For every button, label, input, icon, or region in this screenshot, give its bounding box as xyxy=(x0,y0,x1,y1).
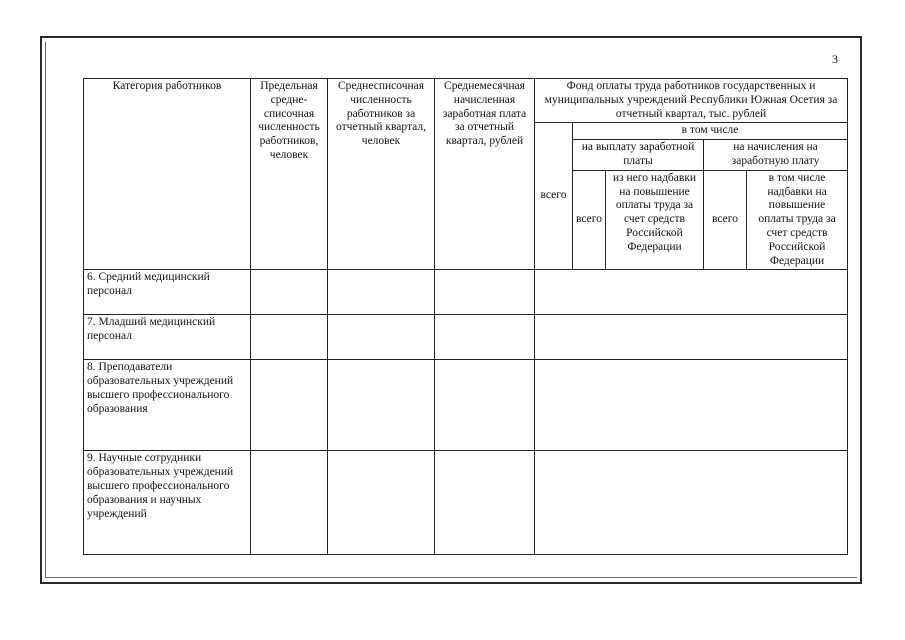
header-category: Категория работников xyxy=(84,79,251,270)
header-avg-salary: Среднемесячная начисленная заработная плата за отчетный квартал, рублей xyxy=(435,79,535,270)
table-cell xyxy=(251,360,328,451)
header-including: в том числе xyxy=(573,123,848,140)
table-cell xyxy=(535,270,848,315)
row-label: 6. Средний медицинский персонал xyxy=(84,270,251,315)
header-salary-bonus: из него надбавки на повышение оплаты труда за счет средств Российской Федерации xyxy=(606,170,704,270)
table-cell xyxy=(535,451,848,555)
row-label: 9. Научные сотрудники образовательных учреждений высшего профессионального образования и научных учреждений xyxy=(84,451,251,555)
table-cell xyxy=(535,360,848,451)
header-fund-total: всего xyxy=(535,123,573,270)
table-row xyxy=(84,360,848,451)
table-cell xyxy=(251,270,328,315)
table-cell xyxy=(251,315,328,360)
table-cell xyxy=(435,360,535,451)
header-accruals-bonus: в том числе надбавки на повышение оплаты труда за счет средств Российской Федерации xyxy=(747,170,848,270)
row-label: 8. Преподаватели образовательных учреждений высшего профессионального образования xyxy=(84,360,251,451)
table-cell xyxy=(328,360,435,451)
table-cell xyxy=(328,315,435,360)
table-cell xyxy=(435,315,535,360)
row-label: 7. Младший медицинский персонал xyxy=(84,315,251,360)
table-row xyxy=(84,451,848,555)
table-cell xyxy=(251,451,328,555)
table-cell xyxy=(435,270,535,315)
header-for-salary: на выплату заработной платы xyxy=(573,140,704,171)
header-avg-headcount: Среднесписочная численность работников за отчетный квартал, человек xyxy=(328,79,435,270)
table-row xyxy=(84,315,848,360)
report-table xyxy=(83,78,848,555)
header-accruals-total: всего xyxy=(704,170,747,270)
table-row xyxy=(84,270,848,315)
table-cell xyxy=(535,315,848,360)
header-for-accruals: на начисления на заработную плату xyxy=(704,140,848,171)
header-salary-total: всего xyxy=(573,170,606,270)
page-number: 3 xyxy=(832,52,838,66)
table-cell xyxy=(435,451,535,555)
table-cell xyxy=(328,270,435,315)
header-max-headcount: Предельная средне-списочная численность работников, человек xyxy=(251,79,328,270)
table-cell xyxy=(328,451,435,555)
header-fund-title: Фонд оплаты труда работников государственных и муниципальных учреждений Республики Южная Осетия за отчетный квартал, тыс. рублей xyxy=(535,79,848,123)
